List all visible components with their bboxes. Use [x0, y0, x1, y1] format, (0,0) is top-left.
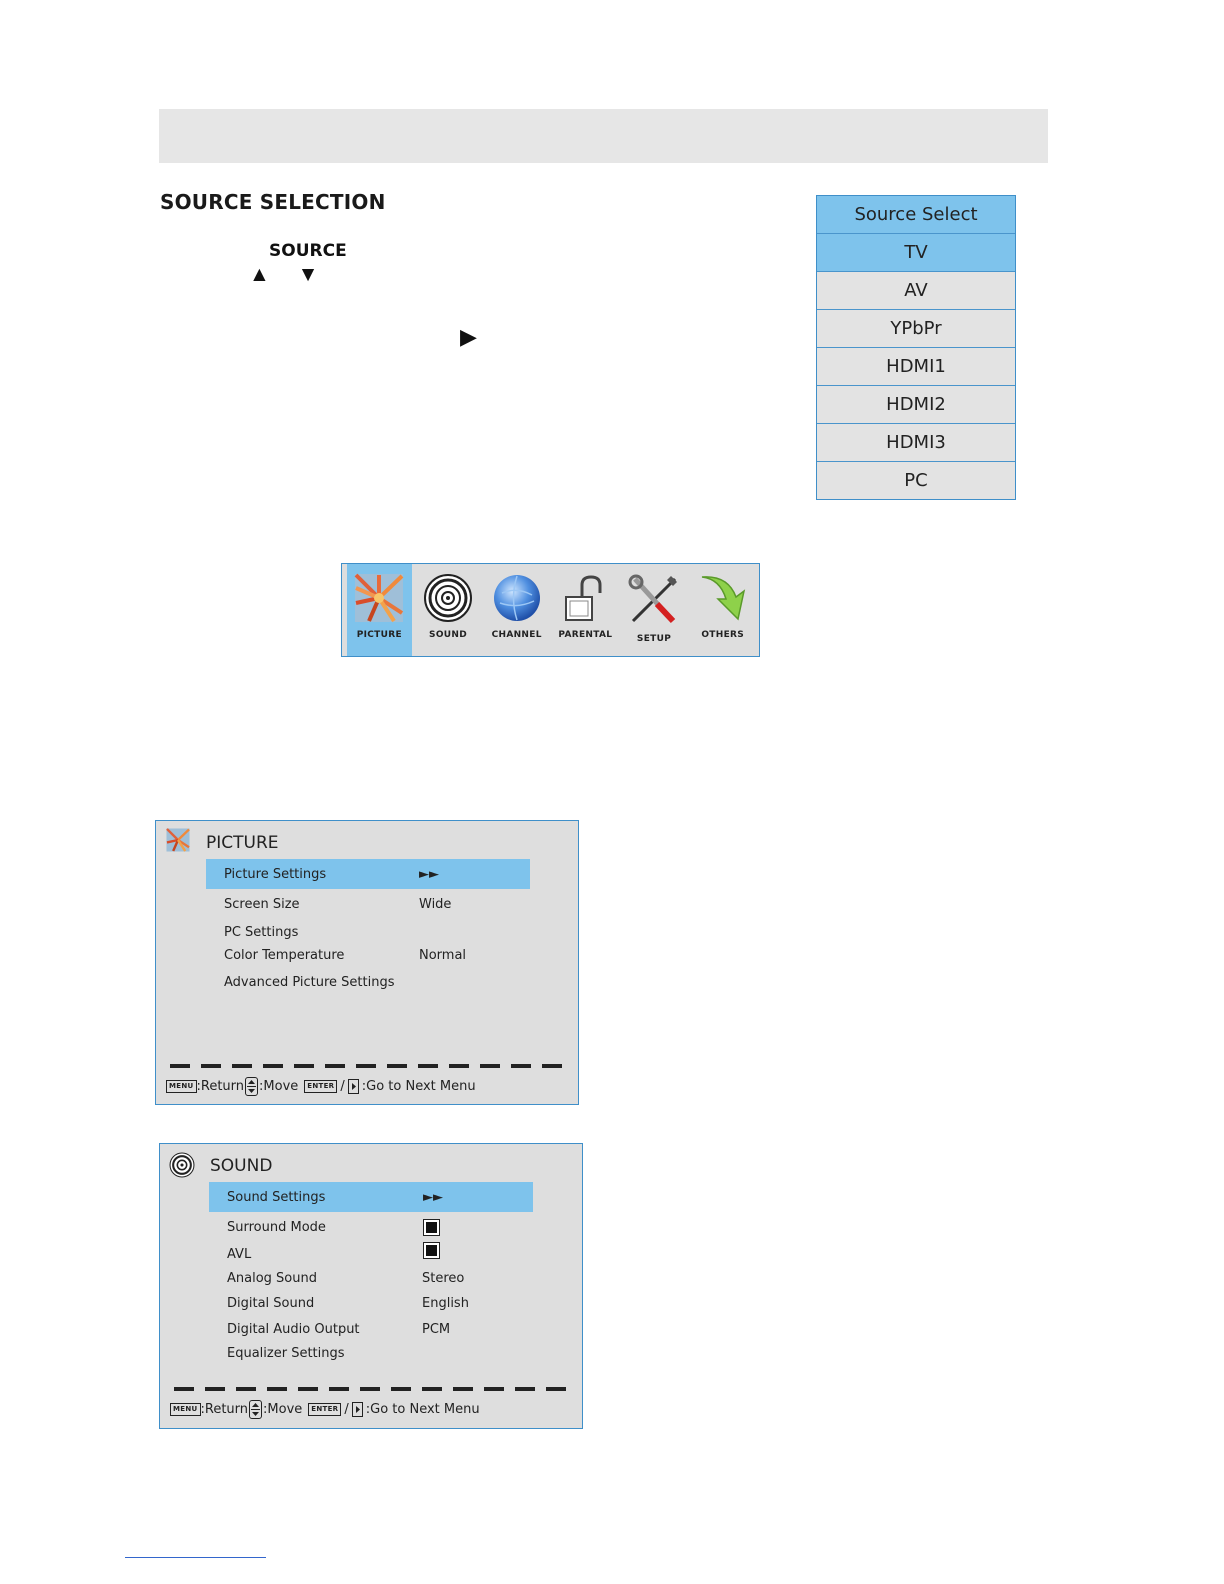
menu-option-sound-settings[interactable]: Sound Settings [227, 1190, 326, 1205]
source-select-title: Source Select [817, 196, 1015, 233]
next-menu-hint: :Go to Next Menu [365, 1402, 480, 1417]
menu-option-analog-sound[interactable]: Analog Sound [227, 1271, 317, 1286]
return-hint: :Return [196, 1079, 245, 1094]
source-select-list [816, 195, 1016, 500]
arrow-icon [698, 573, 748, 623]
menu-option-advanced-picture-settings[interactable]: Advanced Picture Settings [224, 975, 395, 990]
page-header-band [159, 109, 1048, 163]
source-option-av[interactable]: AV [817, 271, 1015, 309]
menu-option-picture-settings[interactable]: Picture Settings [224, 867, 327, 882]
footer-rule [125, 1557, 266, 1558]
menu-option-digital-audio-output[interactable]: Digital Audio Output [227, 1322, 360, 1337]
menu-item-label: SETUP [636, 634, 672, 644]
menu-item-setup[interactable] [622, 564, 687, 656]
source-option-hdmi1[interactable]: HDMI1 [817, 347, 1015, 385]
tools-icon [627, 573, 681, 627]
color-temperature-value: Normal [419, 948, 467, 963]
menu-option-digital-sound[interactable]: Digital Sound [227, 1296, 315, 1311]
submenu-arrows: ►► [419, 867, 439, 882]
menu-item-others[interactable] [690, 564, 755, 656]
slash: / [344, 1402, 349, 1417]
globe-icon [492, 573, 542, 623]
speaker-icon [169, 1152, 195, 1178]
menu-key-icon: MENU [166, 1080, 197, 1093]
padlock-icon [560, 573, 610, 623]
main-menu-bar [341, 563, 760, 657]
avl-checkbox[interactable] [423, 1242, 440, 1259]
menu-option-equalizer-settings[interactable]: Equalizer Settings [227, 1346, 345, 1361]
menu-item-picture[interactable] [347, 564, 412, 656]
menu-option-color-temperature[interactable]: Color Temperature [224, 948, 345, 963]
panel-title: PICTURE [206, 833, 279, 853]
menu-option-pc-settings[interactable]: PC Settings [224, 925, 299, 940]
source-option-ypbpr[interactable]: YPbPr [817, 309, 1015, 347]
move-hint: :Move [259, 1079, 299, 1094]
surround-mode-checkbox[interactable] [423, 1219, 440, 1236]
source-option-hdmi3[interactable]: HDMI3 [817, 423, 1015, 461]
picture-menu-panel [155, 820, 579, 1105]
right-arrow-icon: ▶ [460, 324, 477, 349]
divider [174, 1387, 566, 1391]
submenu-arrows: ►► [423, 1190, 443, 1205]
divider [170, 1064, 562, 1068]
up-down-key-icon [249, 1400, 262, 1419]
slash: / [340, 1079, 345, 1094]
menu-item-sound[interactable] [416, 564, 481, 656]
return-hint: :Return [200, 1402, 249, 1417]
digital-sound-value: English [422, 1296, 469, 1311]
enter-key-icon: ENTER [308, 1403, 341, 1416]
menu-key-icon: MENU [170, 1403, 201, 1416]
menu-item-label: PARENTAL [558, 630, 613, 640]
digital-audio-output-value: PCM [422, 1322, 451, 1337]
menu-item-parental[interactable] [553, 564, 618, 656]
footer-hints [170, 1400, 480, 1419]
section-heading: SOURCE SELECTION [160, 190, 386, 214]
up-down-arrows-icon: ▲ ▼ [249, 263, 330, 286]
next-menu-hint: :Go to Next Menu [361, 1079, 476, 1094]
menu-item-label: OTHERS [701, 630, 745, 640]
menu-item-label: SOUND [429, 630, 467, 640]
enter-key-icon: ENTER [304, 1080, 337, 1093]
speaker-icon [423, 573, 473, 623]
analog-sound-value: Stereo [422, 1271, 465, 1286]
source-option-hdmi2[interactable]: HDMI2 [817, 385, 1015, 423]
picture-icon [166, 828, 190, 852]
menu-item-label: CHANNEL [491, 630, 542, 640]
source-option-tv[interactable]: TV [817, 233, 1015, 271]
source-option-pc[interactable]: PC [817, 461, 1015, 499]
up-down-key-icon [245, 1077, 258, 1096]
panel-title: SOUND [210, 1156, 273, 1176]
right-key-icon [352, 1402, 363, 1417]
footer-hints [166, 1077, 476, 1096]
screen-size-value: Wide [419, 897, 452, 912]
menu-option-screen-size[interactable]: Screen Size [224, 897, 300, 912]
menu-option-surround-mode[interactable]: Surround Mode [227, 1220, 326, 1235]
move-hint: :Move [263, 1402, 303, 1417]
picture-icon [354, 573, 404, 623]
right-key-icon [348, 1079, 359, 1094]
sound-menu-panel [159, 1143, 583, 1429]
menu-item-label: PICTURE [356, 630, 402, 640]
menu-item-channel[interactable] [484, 564, 549, 656]
menu-option-avl[interactable]: AVL [227, 1247, 252, 1262]
source-key-label: SOURCE [269, 241, 347, 261]
